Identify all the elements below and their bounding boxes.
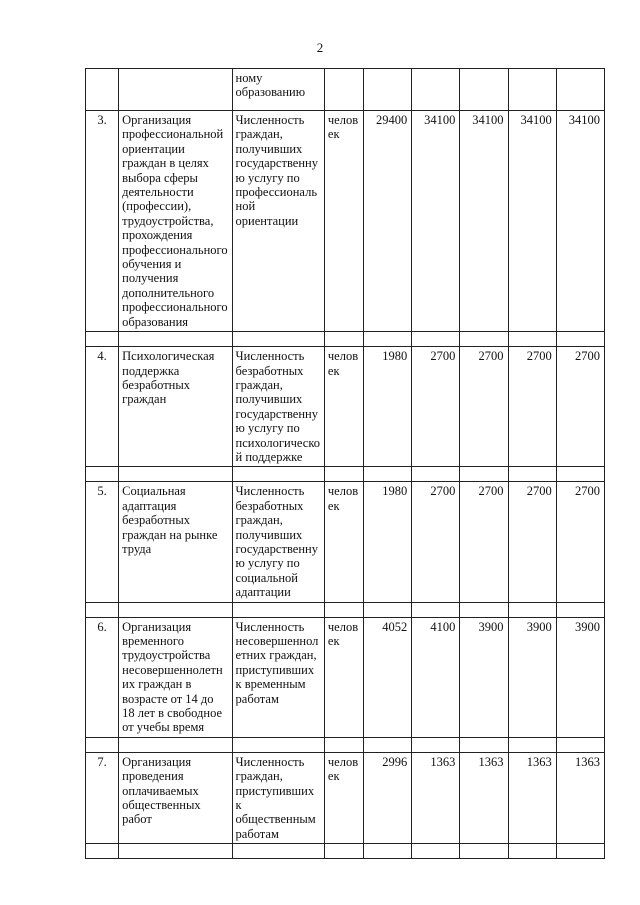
gap-cell bbox=[232, 602, 324, 617]
row-number-cell bbox=[86, 69, 119, 111]
indicator-cell: Численность граждан, приступивших к общественным работам bbox=[232, 752, 324, 843]
row-gap bbox=[86, 467, 605, 482]
value-cell: 2700 bbox=[460, 482, 508, 602]
value-cell: 34100 bbox=[556, 111, 604, 332]
gap-cell bbox=[556, 467, 604, 482]
gap-cell bbox=[119, 602, 232, 617]
row-number-cell: 4. bbox=[86, 347, 119, 467]
gap-cell bbox=[86, 332, 119, 347]
gap-cell bbox=[324, 332, 363, 347]
services-table bbox=[85, 68, 605, 859]
gap-cell bbox=[232, 467, 324, 482]
value-cell: 3900 bbox=[556, 617, 604, 737]
gap-cell bbox=[232, 844, 324, 859]
indicator-cell: Численность несовершеннолетних граждан, приступивших к временным работам bbox=[232, 617, 324, 737]
gap-cell bbox=[412, 844, 460, 859]
gap-cell bbox=[86, 602, 119, 617]
table-row bbox=[86, 347, 605, 467]
service-name-cell: Организация временного трудоустройства несовершеннолетних граждан в возрасте от 14 до 18 лет в свободное от учебы время bbox=[119, 617, 232, 737]
gap-cell bbox=[412, 467, 460, 482]
unit-cell: человек bbox=[324, 752, 363, 843]
gap-cell bbox=[508, 602, 556, 617]
gap-cell bbox=[119, 332, 232, 347]
gap-cell bbox=[460, 332, 508, 347]
gap-cell bbox=[460, 602, 508, 617]
value-cell: 1980 bbox=[364, 347, 412, 467]
table-row bbox=[86, 111, 605, 332]
table-row bbox=[86, 482, 605, 602]
value-cell: 2700 bbox=[556, 482, 604, 602]
gap-cell bbox=[460, 467, 508, 482]
value-cell: 4100 bbox=[412, 617, 460, 737]
value-cell: 2700 bbox=[556, 347, 604, 467]
value-cell: 1363 bbox=[460, 752, 508, 843]
row-gap bbox=[86, 602, 605, 617]
value-cell: 2700 bbox=[460, 347, 508, 467]
value-cell: 1363 bbox=[556, 752, 604, 843]
gap-cell bbox=[412, 332, 460, 347]
row-gap bbox=[86, 332, 605, 347]
table-row bbox=[86, 69, 605, 111]
gap-cell bbox=[556, 602, 604, 617]
gap-cell bbox=[119, 467, 232, 482]
gap-cell bbox=[364, 737, 412, 752]
unit-cell: человек bbox=[324, 482, 363, 602]
gap-cell bbox=[508, 737, 556, 752]
row-number-cell: 3. bbox=[86, 111, 119, 332]
indicator-cell: Численность безработных граждан, получивших государственную услугу по социальной адаптации bbox=[232, 482, 324, 602]
gap-cell bbox=[508, 332, 556, 347]
row-gap bbox=[86, 844, 605, 859]
gap-cell bbox=[364, 467, 412, 482]
gap-cell bbox=[324, 467, 363, 482]
gap-cell bbox=[412, 737, 460, 752]
value-cell: 4052 bbox=[364, 617, 412, 737]
value-cell: 34100 bbox=[508, 111, 556, 332]
value-cell bbox=[412, 69, 460, 111]
gap-cell bbox=[556, 332, 604, 347]
gap-cell bbox=[364, 602, 412, 617]
gap-cell bbox=[86, 737, 119, 752]
table-row bbox=[86, 617, 605, 737]
unit-cell: человек bbox=[324, 617, 363, 737]
gap-cell bbox=[119, 737, 232, 752]
indicator-cell: ному образованию bbox=[232, 69, 324, 111]
gap-cell bbox=[508, 844, 556, 859]
gap-cell bbox=[556, 844, 604, 859]
gap-cell bbox=[324, 844, 363, 859]
indicator-cell: Численность безработных граждан, получивших государственную услугу по психологической поддержке bbox=[232, 347, 324, 467]
unit-cell: человек bbox=[324, 111, 363, 332]
table-row bbox=[86, 752, 605, 843]
unit-cell bbox=[324, 69, 363, 111]
value-cell: 2700 bbox=[508, 482, 556, 602]
unit-cell: человек bbox=[324, 347, 363, 467]
value-cell: 1980 bbox=[364, 482, 412, 602]
gap-cell bbox=[86, 467, 119, 482]
page-number: 2 bbox=[316, 40, 324, 55]
value-cell: 3900 bbox=[460, 617, 508, 737]
value-cell: 2700 bbox=[412, 482, 460, 602]
row-number-cell: 5. bbox=[86, 482, 119, 602]
service-name-cell: Организация профессиональной ориентации граждан в целях выбора сферы деятельности (профессии), трудоустройства, прохождения профессионального обучения и получения дополнительного профессионального образования bbox=[119, 111, 232, 332]
service-name-cell: Психологическая поддержка безработных граждан bbox=[119, 347, 232, 467]
value-cell: 34100 bbox=[460, 111, 508, 332]
service-name-cell bbox=[119, 69, 232, 111]
gap-cell bbox=[460, 737, 508, 752]
gap-cell bbox=[508, 467, 556, 482]
gap-cell bbox=[364, 332, 412, 347]
row-number-cell: 7. bbox=[86, 752, 119, 843]
gap-cell bbox=[324, 737, 363, 752]
service-name-cell: Социальная адаптация безработных граждан на рынке труда bbox=[119, 482, 232, 602]
gap-cell bbox=[412, 602, 460, 617]
value-cell: 1363 bbox=[508, 752, 556, 843]
value-cell: 34100 bbox=[412, 111, 460, 332]
value-cell: 2700 bbox=[508, 347, 556, 467]
value-cell: 1363 bbox=[412, 752, 460, 843]
gap-cell bbox=[556, 737, 604, 752]
gap-cell bbox=[119, 844, 232, 859]
gap-cell bbox=[232, 737, 324, 752]
value-cell bbox=[364, 69, 412, 111]
row-number-cell: 6. bbox=[86, 617, 119, 737]
value-cell bbox=[556, 69, 604, 111]
gap-cell bbox=[232, 332, 324, 347]
value-cell: 2700 bbox=[412, 347, 460, 467]
value-cell: 3900 bbox=[508, 617, 556, 737]
value-cell: 2996 bbox=[364, 752, 412, 843]
value-cell bbox=[508, 69, 556, 111]
gap-cell bbox=[364, 844, 412, 859]
gap-cell bbox=[324, 602, 363, 617]
value-cell: 29400 bbox=[364, 111, 412, 332]
gap-cell bbox=[460, 844, 508, 859]
value-cell bbox=[460, 69, 508, 111]
service-name-cell: Организация проведения оплачиваемых общественных работ bbox=[119, 752, 232, 843]
gap-cell bbox=[86, 844, 119, 859]
indicator-cell: Численность граждан, получивших государственную услугу по профессиональной ориентации bbox=[232, 111, 324, 332]
row-gap bbox=[86, 737, 605, 752]
